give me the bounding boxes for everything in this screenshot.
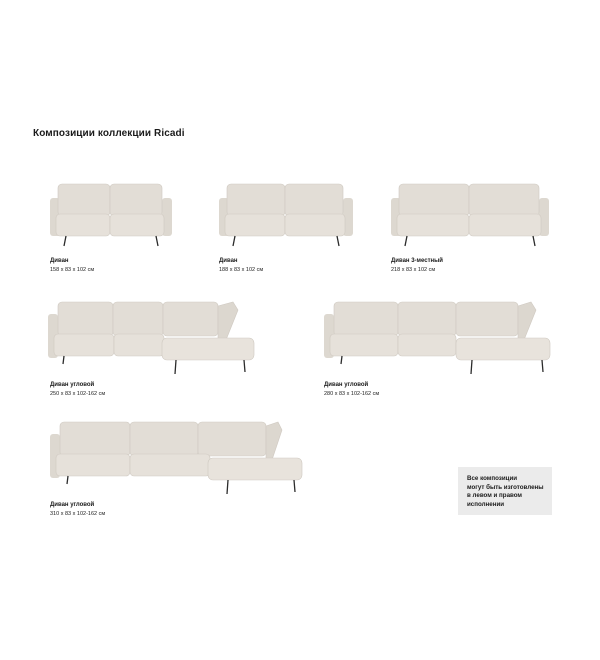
note-line: исполнении [467, 500, 505, 508]
sofa-dimensions: 280 x 83 x 102-162 см [324, 391, 380, 397]
page-title: Композиции коллекции Ricadi [33, 128, 185, 139]
sofa-card-2 [219, 182, 359, 272]
sofa-name: Диван угловой [50, 502, 95, 508]
note-line: в левом и правом [467, 492, 523, 499]
sofa-card-3 [391, 182, 551, 272]
sofa-card-1 [50, 182, 180, 272]
sofa-dimensions: 218 x 83 x 102 см [391, 267, 436, 273]
sofa-name: Диван угловой [324, 382, 369, 388]
note-line: могут быть изготовлены [467, 483, 544, 491]
note-line: Все композиции [467, 475, 518, 482]
sofa-2-seat-wide-image [219, 182, 359, 252]
corner-sofa-280-image [324, 300, 554, 378]
sofa-name: Диван [50, 258, 69, 264]
orientation-note [458, 467, 552, 515]
corner-sofa-310-image [50, 420, 306, 498]
sofa-dimensions: 250 x 83 x 102-162 см [50, 391, 106, 397]
sofa-dimensions: 188 x 83 x 102 см [219, 267, 264, 273]
sofa-name: Диван [219, 258, 238, 264]
corner-sofa-250-image [48, 300, 258, 378]
sofa-name: Диван угловой [50, 382, 95, 388]
sofa-card-6 [50, 420, 306, 520]
sofa-card-5 [324, 300, 554, 400]
sofa-dimensions: 158 x 83 x 102 см [50, 267, 95, 273]
sofa-3-seat-image [391, 182, 551, 252]
sofa-dimensions: 310 x 83 x 102-162 см [50, 511, 106, 517]
sofa-name: Диван 3-местный [391, 258, 443, 264]
sofa-card-4 [48, 300, 258, 400]
sofa-2-seat-image [50, 182, 180, 252]
